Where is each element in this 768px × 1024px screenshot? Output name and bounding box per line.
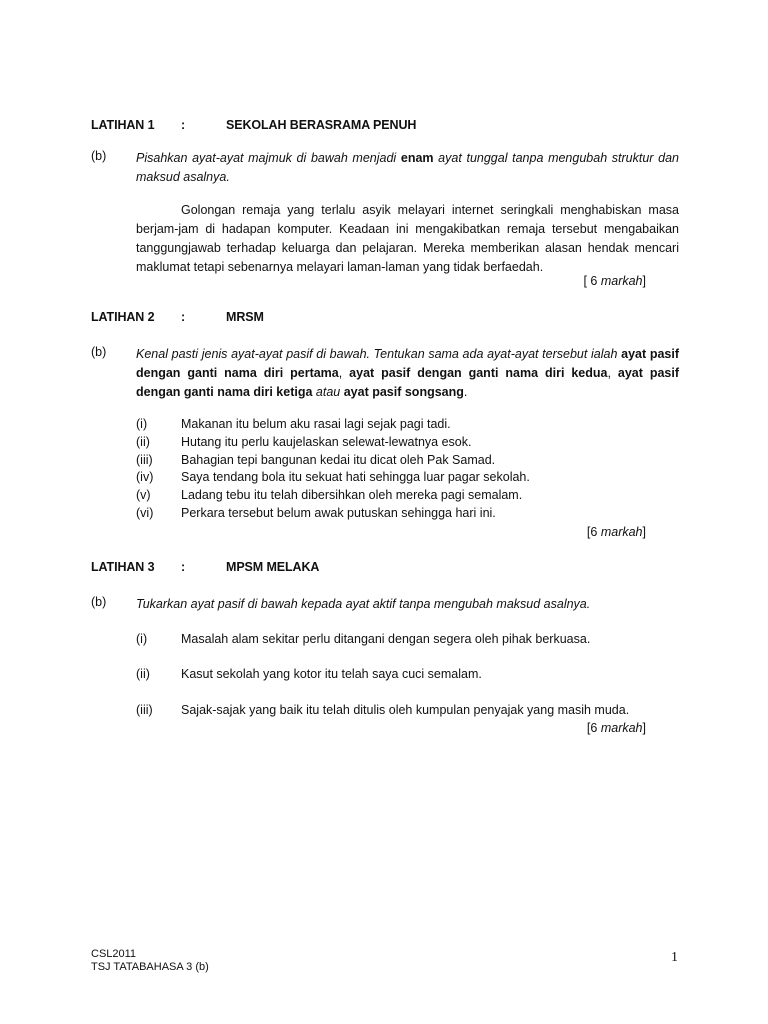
- latihan-3-marks: [587, 721, 646, 735]
- latihan-2-instruction: [136, 345, 679, 402]
- item-number: (iii): [136, 703, 153, 717]
- item-text: Perkara tersebut belum awak putuskan sehingga hari ini.: [181, 506, 496, 520]
- latihan-3-label: (b): [91, 595, 107, 609]
- item-number: (i): [136, 417, 148, 431]
- item-number: (i): [136, 632, 148, 646]
- latihan-2-school: MRSM: [226, 310, 264, 324]
- item-number: (ii): [136, 667, 150, 681]
- marks-word: markah: [600, 721, 643, 735]
- marks-word: markah: [600, 274, 643, 288]
- instruction-separator: ,: [607, 366, 618, 380]
- item-text: Ladang tebu itu telah dibersihkan oleh mereka pagi semalam.: [181, 488, 523, 502]
- footer-line-2: TSJ TATABAHASA 3 (b): [91, 961, 209, 973]
- page-number: 1: [671, 950, 678, 965]
- instruction-bold: ayat pasif dengan ganti nama diri kedua: [349, 366, 608, 380]
- instruction-bold: ayat pasif dengan ganti nama diri ketiga: [136, 366, 679, 399]
- item-number: (v): [136, 488, 151, 502]
- item-text: Hutang itu perlu kaujelaskan selewat-lewatnya esok.: [181, 435, 472, 449]
- marks-word: markah: [600, 525, 643, 539]
- item-text: Bahagian tepi bangunan kedai itu dicat oleh Pak Samad.: [181, 453, 496, 467]
- item-number: (iv): [136, 470, 154, 484]
- latihan-3-title: LATIHAN 3: [91, 560, 155, 574]
- item-number: (iii): [136, 453, 153, 467]
- marks-close: ]: [642, 274, 646, 288]
- item-text: Sajak-sajak yang baik itu telah ditulis oleh kumpulan penyajak yang masih muda.: [181, 703, 630, 717]
- marks-close: ]: [642, 721, 646, 735]
- latihan-1-school: SEKOLAH BERASRAMA PENUH: [226, 118, 417, 132]
- item-text: Masalah alam sekitar perlu ditangani dengan segera oleh pihak berkuasa.: [181, 632, 591, 646]
- item-number: (ii): [136, 435, 150, 449]
- item-number: (vi): [136, 506, 154, 520]
- instruction-bold: enam: [400, 151, 434, 165]
- instruction-end: .: [463, 385, 468, 399]
- latihan-1-marks: [583, 274, 646, 288]
- instruction-separator: atau: [312, 385, 344, 399]
- latihan-2-colon: :: [181, 310, 186, 324]
- marks-close: ]: [642, 525, 646, 539]
- instruction-separator: ,: [338, 366, 350, 380]
- instruction-bold: ayat pasif songsang: [343, 385, 464, 399]
- latihan-2-marks: [587, 525, 646, 539]
- latihan-1-instruction: [136, 149, 679, 187]
- latihan-1-title: LATIHAN 1: [91, 118, 155, 132]
- instruction-text: Kenal pasti jenis ayat-ayat pasif di bawah. Tentukan sama ada ayat-ayat tersebut ialah: [136, 347, 622, 361]
- latihan-3-instruction: Tukarkan ayat pasif di bawah kepada ayat aktif tanpa mengubah maksud asalnya.: [136, 597, 591, 611]
- marks-open: [6: [586, 525, 601, 539]
- marks-open: [ 6: [583, 274, 601, 288]
- instruction-text: Pisahkan ayat-ayat majmuk di bawah menjadi: [136, 151, 401, 165]
- latihan-2-label: (b): [91, 345, 107, 359]
- item-text: Makanan itu belum aku rasai lagi sejak pagi tadi.: [181, 417, 451, 431]
- instruction-bold: ayat pasif dengan ganti nama diri pertama: [136, 347, 679, 380]
- latihan-2-title: LATIHAN 2: [91, 310, 155, 324]
- item-text: Saya tendang bola itu sekuat hati sehingga luar pagar sekolah.: [181, 470, 530, 484]
- marks-open: [6: [586, 721, 601, 735]
- latihan-1-colon: :: [181, 118, 186, 132]
- footer: [91, 948, 209, 974]
- latihan-3-colon: :: [181, 560, 186, 574]
- latihan-3-school: MPSM MELAKA: [226, 560, 320, 574]
- item-text: Kasut sekolah yang kotor itu telah saya cuci semalam.: [181, 667, 482, 681]
- latihan-1-paragraph: Golongan remaja yang terlalu asyik melayari internet seringkali menghabiskan masa berjam-jam di hadapan komputer. Keadaan ini mengakibatkan remaja tersebut mengabaikan tanggungjawab terhadap keluarga dan pelajaran. Mereka memberikan alasan hendak mencari maklumat tetapi sebenarnya melayari laman-laman yang tidak berfaedah.: [136, 203, 679, 274]
- footer-line-1: CSL2011: [91, 948, 137, 960]
- instruction-text: ayat tunggal tanpa mengubah struktur dan maksud asalnya.: [136, 151, 679, 184]
- latihan-1-label: (b): [91, 149, 107, 163]
